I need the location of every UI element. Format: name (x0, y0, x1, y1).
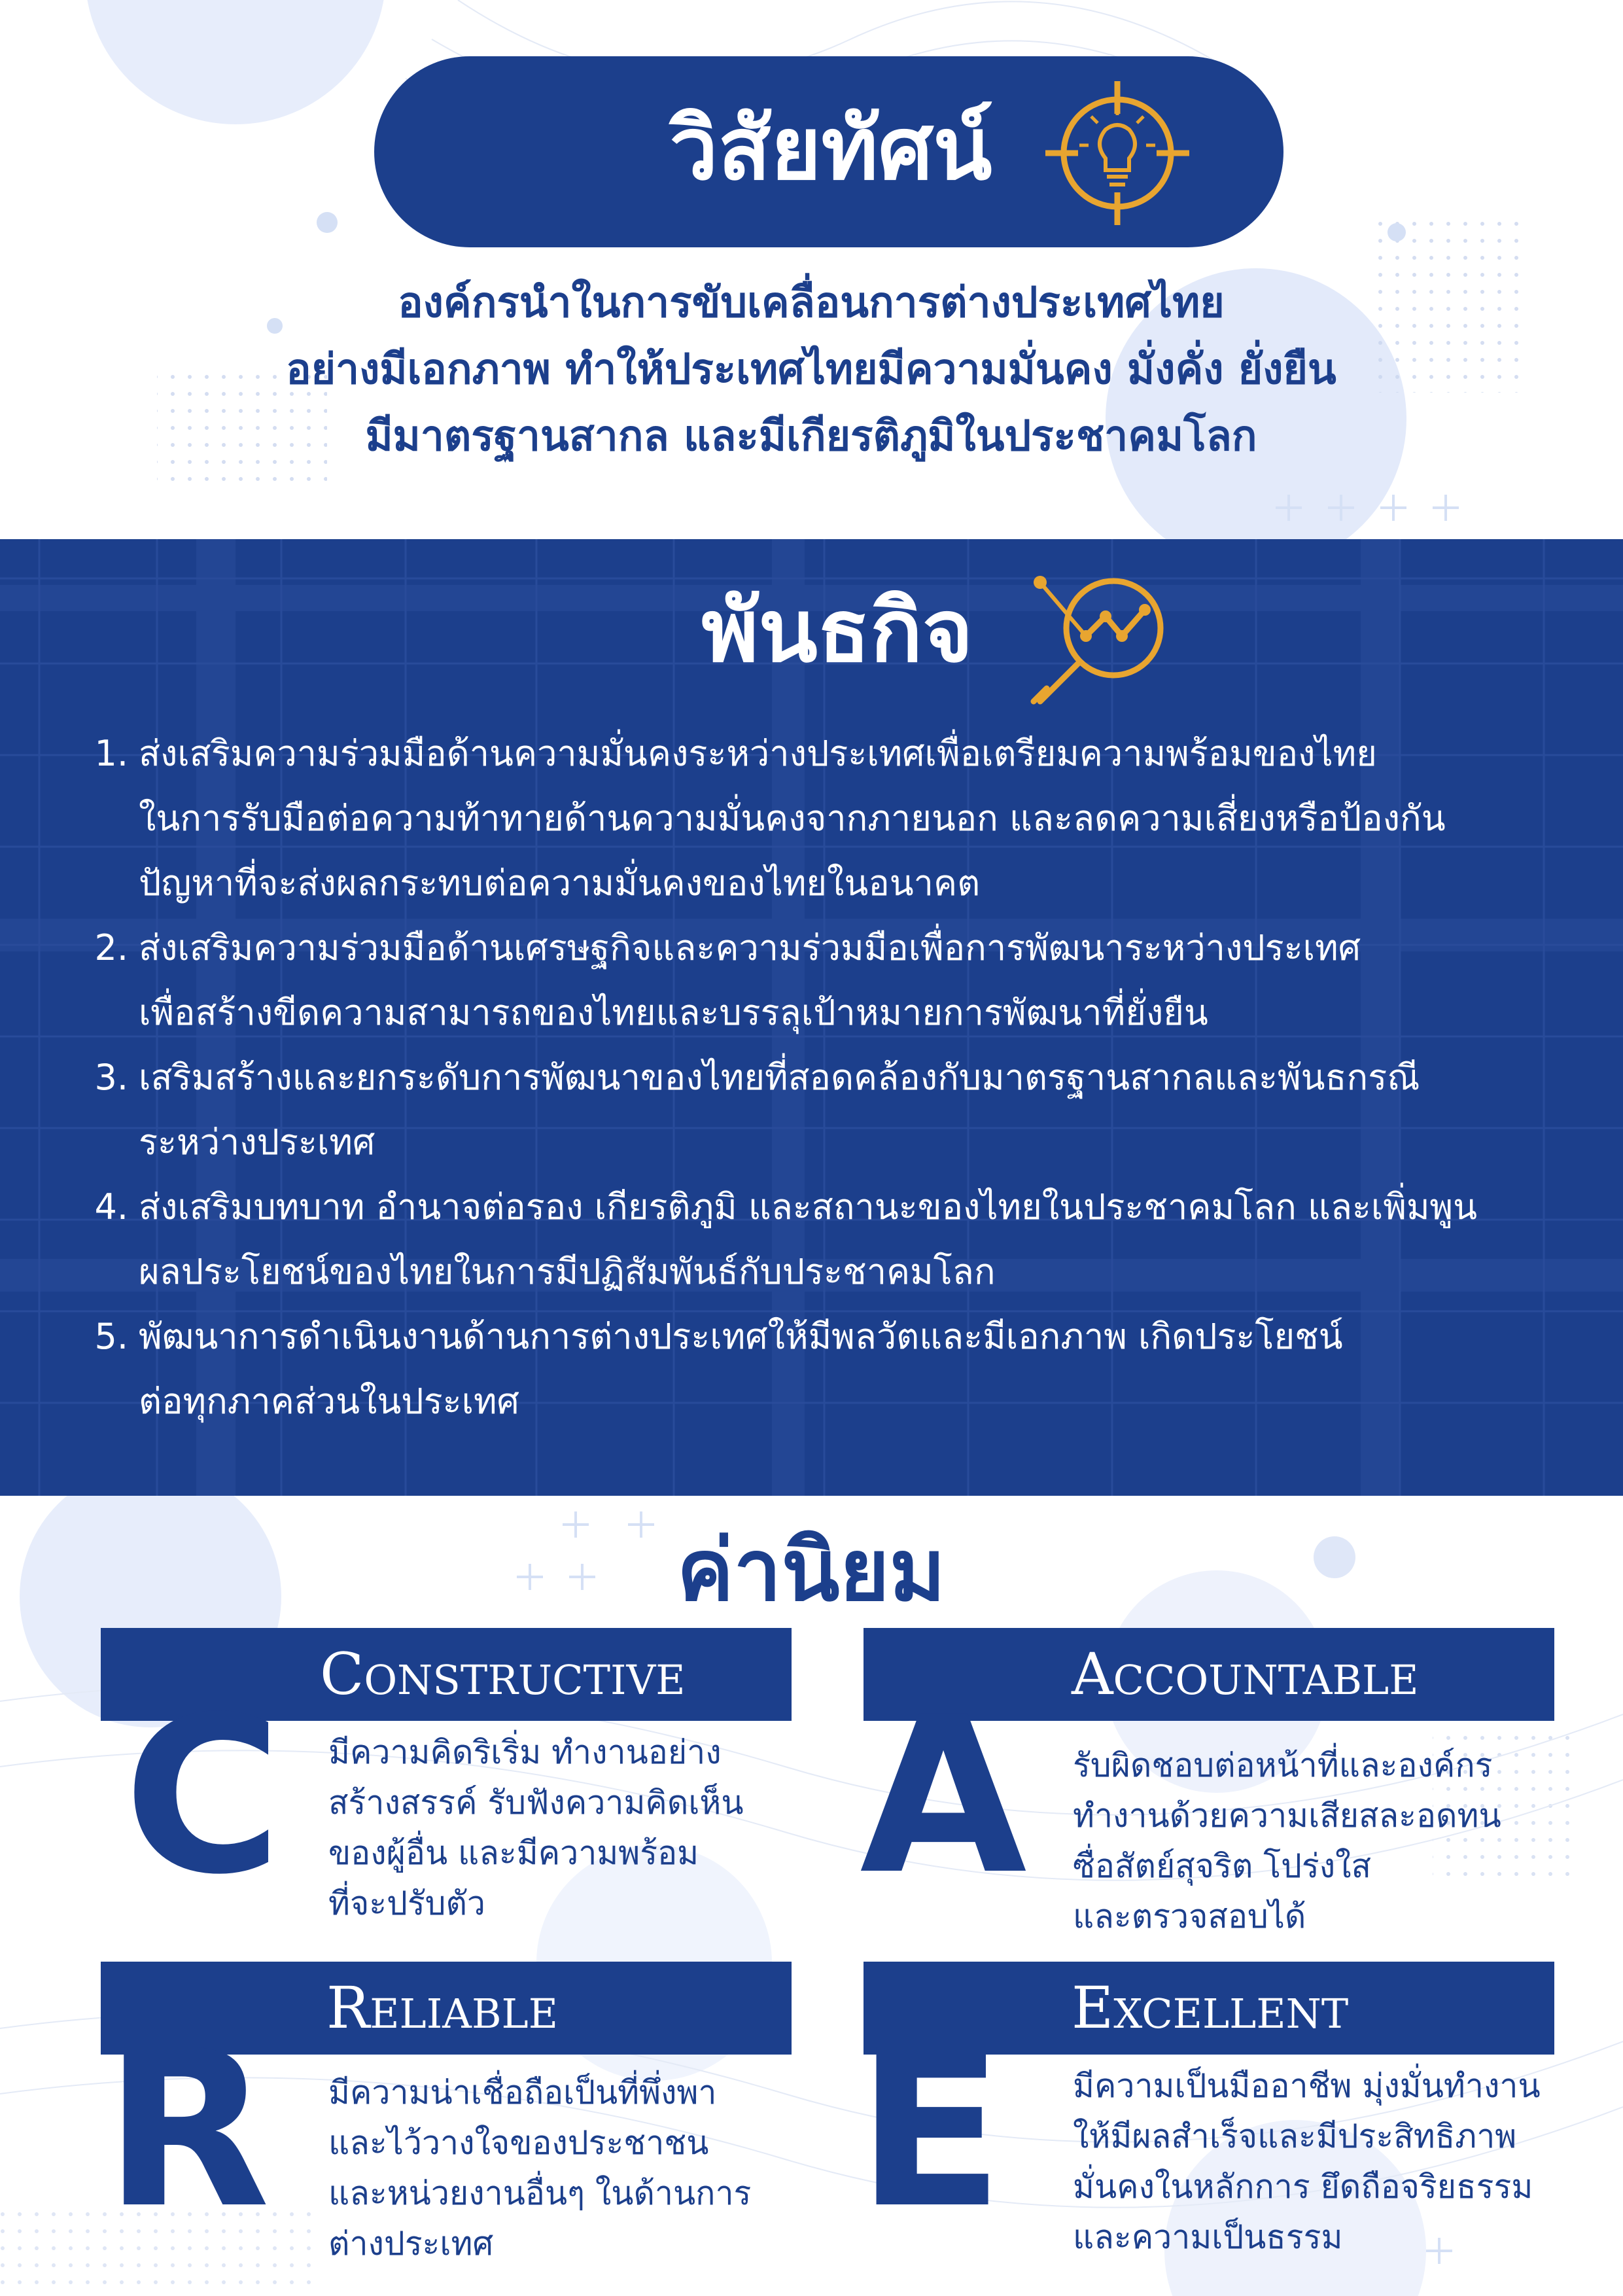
value-desc-line: และหน่วยงานอื่นๆ ในด้านการ (328, 2174, 752, 2212)
value-letter-r: R (103, 2004, 271, 2255)
mission-item (79, 1174, 1557, 1304)
value-desc-line: ซื่อสัตย์สุจริต โปร่งใส (1073, 1847, 1372, 1885)
mission-list (79, 721, 1557, 1434)
target-lightbulb-icon (1032, 68, 1202, 238)
value-name-excellent: Excellent (864, 1962, 1554, 2055)
item-text-line: พัฒนาการดำเนินงานด้านการต่างประเทศให้มีพลวัตและมีเอกภาพ เกิดประโยชน์ (139, 1316, 1343, 1357)
value-desc-line: ต่างประเทศ (328, 2225, 494, 2263)
value-description (1073, 1740, 1501, 1942)
value-desc-line: และตรวจสอบได้ (1073, 1898, 1306, 1935)
mission-item (79, 1304, 1557, 1434)
value-desc-line: รับผิดชอบต่อหน้าที่และองค์กร (1073, 1746, 1493, 1784)
item-number: 2. (94, 927, 128, 968)
item-text-line: ในการรับมือต่อความท้าทายด้านความมั่นคงจากภายนอก และลดความเสี่ยงหรือป้องกัน (139, 798, 1446, 839)
item-text-line: ผลประโยชน์ของไทยในการมีปฏิสัมพันธ์กับประชาคมโลก (139, 1251, 996, 1292)
value-desc-line: มั่นคงในหลักการ ยึดถือจริยธรรม (1073, 2168, 1533, 2206)
item-text-line: ส่งเสริมบทบาท อำนาจต่อรอง เกียรติภูมิ และสถานะของไทยในประชาคมโลก และเพิ่มพูน (139, 1186, 1478, 1227)
mission-item (79, 721, 1557, 915)
vision-line: อย่างมีเอกภาพ ทำให้ประเทศไทยมีความมั่นคง มั่งคั่ง ยั่งยืน (286, 345, 1336, 394)
values-title: ค่านิยม (676, 1521, 946, 1620)
item-number: 4. (94, 1186, 128, 1227)
value-letter-c: C (123, 1670, 283, 1922)
value-desc-line: มีความน่าเชื่อถือเป็นที่พึ่งพา (328, 2074, 717, 2111)
mission-item (79, 915, 1557, 1045)
vision-line: มีมาตรฐานสากล และมีเกียรติภูมิในประชาคมโลก (365, 412, 1257, 461)
value-desc-line: และความเป็นธรรม (1073, 2218, 1343, 2256)
value-desc-line: มีความคิดริเริ่ม ทำงานอย่าง (328, 1733, 722, 1771)
value-description (328, 1727, 744, 1929)
value-description (328, 2068, 751, 2269)
item-number: 5. (94, 1316, 128, 1357)
item-text-line: ส่งเสริมความร่วมมือด้านเศรษฐกิจและความร่วมมือเพื่อการพัฒนาระหว่างประเทศ (139, 927, 1361, 968)
item-text-line: ต่อทุกภาคส่วนในประเทศ (139, 1381, 519, 1422)
vision-title: วิสัยทัศน์ (669, 99, 992, 200)
value-desc-line: ที่จะปรับตัว (328, 1884, 485, 1922)
mission-item (79, 1045, 1557, 1174)
value-desc-line: ของผู้อื่น และมีความพร้อม (328, 1834, 699, 1872)
item-text-line: ส่งเสริมความร่วมมือด้านความมั่นคงระหว่างประเทศเพื่อเตรียมความพร้อมของไทย (139, 733, 1377, 774)
value-desc-line: ทำงานด้วยความเสียสละอดทน (1073, 1797, 1501, 1835)
mission-title: พันธกิจ (701, 581, 973, 682)
item-number: 1. (94, 733, 128, 774)
value-name-accountable: Accountable (864, 1628, 1554, 1721)
item-number: 3. (94, 1057, 128, 1098)
value-desc-line: สร้างสรรค์ รับฟังความคิดเห็น (328, 1784, 744, 1822)
vision-statement (131, 270, 1492, 470)
value-letter-a: A (860, 1670, 1027, 1922)
item-text-line: เพื่อสร้างขีดความสามารถของไทยและบรรลุเป้าหมายการพัฒนาที่ยั่งยืน (139, 992, 1208, 1033)
item-text-line: ระหว่างประเทศ (139, 1122, 375, 1163)
value-letter-e: E (856, 2004, 1004, 2255)
value-description (1073, 2061, 1541, 2263)
value-name-reliable: Reliable (101, 1962, 792, 2055)
item-text-line: ปัญหาที่จะส่งผลกระทบต่อความมั่นคงของไทยในอนาคต (139, 862, 981, 904)
vision-line: องค์กรนำในการขับเคลื่อนการต่างประเทศไทย (398, 279, 1225, 327)
value-desc-line: ให้มีผลสำเร็จและมีประสิทธิภาพ (1073, 2117, 1517, 2155)
item-text-line: เสริมสร้างและยกระดับการพัฒนาของไทยที่สอดคล้องกับมาตรฐานสากลและพันธกรณี (139, 1057, 1420, 1098)
value-desc-line: และไว้วางใจของประชาชน (328, 2124, 709, 2162)
value-name-constructive: Constructive (101, 1628, 792, 1721)
magnifier-chart-icon (1021, 564, 1184, 708)
value-desc-line: มีความเป็นมืออาชีพ มุ่งมั่นทำงาน (1073, 2067, 1541, 2105)
